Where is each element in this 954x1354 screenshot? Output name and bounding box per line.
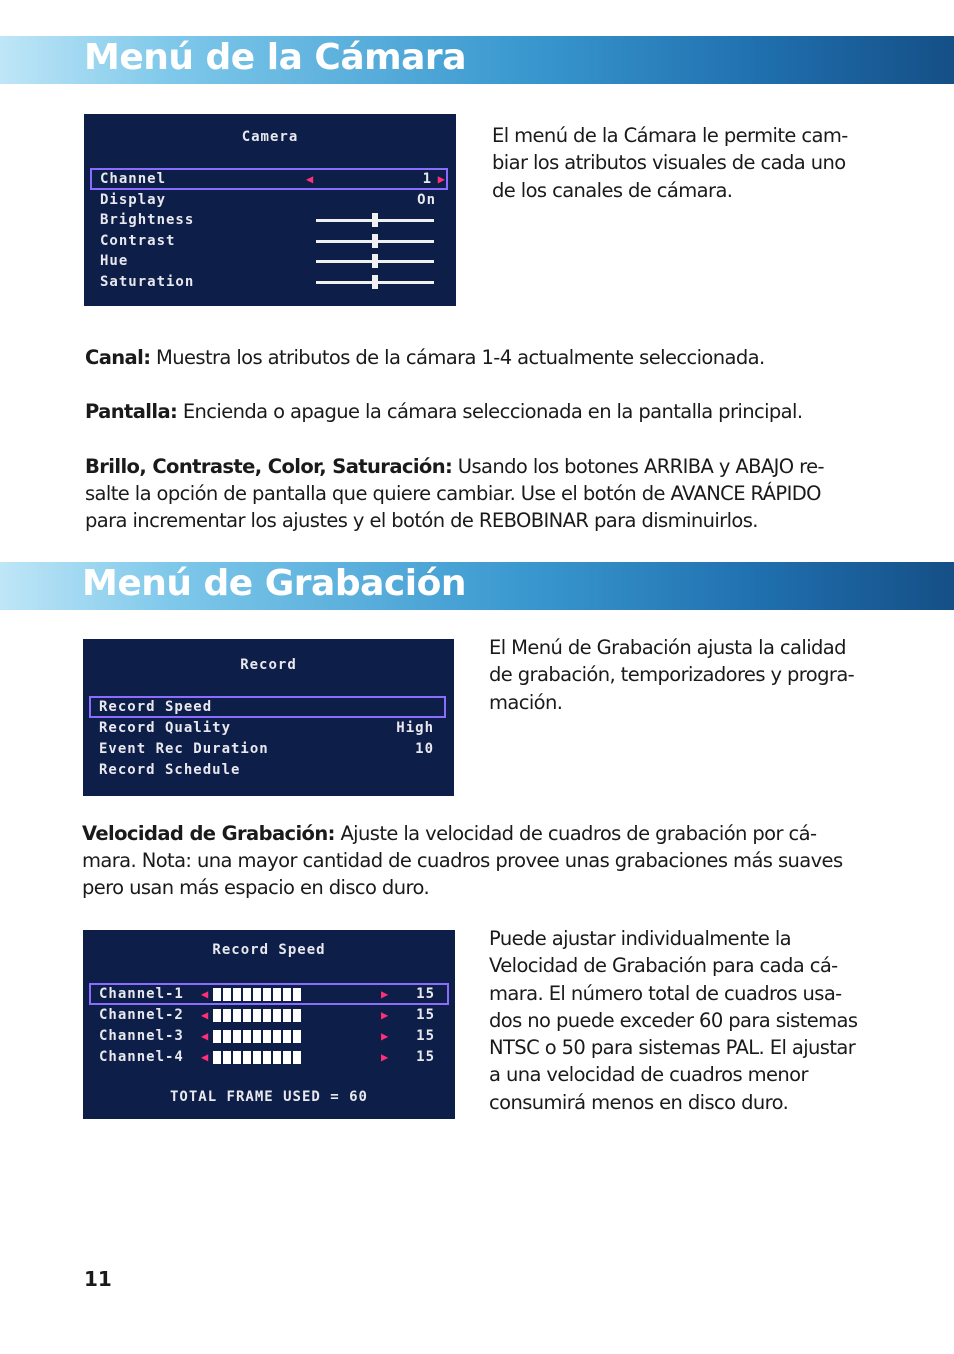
total-frame-used: TOTAL FRAME USED = 60 — [169, 1089, 368, 1105]
channel-speed-value: 15 — [416, 1028, 435, 1044]
text-line: mación. — [489, 690, 563, 714]
text-line: consumirá menos en disco duro. — [489, 1090, 789, 1114]
camera-osd-label: Saturation — [100, 274, 195, 290]
camera-section-banner — [0, 36, 954, 84]
speed-level-bar — [213, 1051, 301, 1064]
definition: Usando los botones ARRIBA y ABAJO re- — [452, 455, 824, 478]
text-line: NTSC o 50 para sistemas PAL. El ajustar — [489, 1036, 856, 1060]
channel-label: Channel-1 — [99, 986, 184, 1002]
velocidad-paragraph — [82, 820, 942, 901]
right-arrow-icon: ▶ — [381, 1050, 390, 1064]
text-line: a una velocidad de cuadros menor — [489, 1063, 808, 1087]
camera-osd-value: 1 — [422, 171, 432, 187]
text-line: de los canales de cámara. — [492, 178, 733, 202]
record-section-banner — [0, 562, 954, 610]
text-line — [85, 398, 945, 425]
text-line — [85, 344, 945, 371]
record-osd-row — [83, 697, 454, 717]
camera-osd-label: Channel — [100, 171, 167, 187]
record-osd-label: Record Quality — [99, 720, 232, 736]
speed-level-bar — [213, 1030, 301, 1043]
record-speed-description — [489, 925, 919, 1116]
text-line: dos no puede exceder 60 para sistemas — [489, 1008, 858, 1032]
term: Velocidad de Grabación: — [82, 822, 335, 845]
term: Canal: — [85, 346, 151, 369]
record-speed-osd-screenshot — [83, 930, 455, 1119]
text-line: pero usan más espacio en disco duro. — [82, 876, 430, 899]
left-arrow-icon: ◀ — [201, 987, 210, 1001]
record-osd-value: 10 — [415, 741, 434, 757]
text-line: Puede ajustar individualmente la — [489, 927, 792, 950]
right-arrow-icon: ▶ — [381, 1029, 390, 1043]
camera-osd-row-hue — [84, 251, 456, 271]
record-section-heading: Menú de Grabación — [82, 563, 466, 604]
text-line: mara. Nota: una mayor cantidad de cuadros provee unas grabaciones más suaves — [82, 849, 843, 872]
record-osd-screenshot — [83, 639, 454, 796]
record-osd-row — [83, 739, 454, 759]
record-osd-row — [83, 718, 454, 738]
canal-paragraph — [85, 344, 945, 371]
text-line: biar los atributos visuales de cada uno — [492, 151, 846, 175]
channel-speed-row — [83, 984, 455, 1004]
record-osd-title: Record — [240, 657, 297, 673]
slider-knob — [372, 275, 378, 289]
record-osd-row — [83, 760, 454, 780]
camera-osd-row-contrast — [84, 231, 456, 251]
camera-description — [492, 122, 912, 204]
text-line: salte la opción de pantalla que quiere cambiar. Use el botón de AVANCE RÁPIDO — [85, 482, 821, 505]
speed-level-bar — [213, 1009, 301, 1022]
camera-osd-label: Brightness — [100, 212, 195, 228]
right-arrow-icon: ▶ — [381, 1008, 390, 1022]
hue-slider — [316, 260, 434, 263]
channel-label: Channel-3 — [99, 1028, 184, 1044]
camera-osd-row-channel — [84, 169, 456, 189]
channel-label: Channel-2 — [99, 1007, 184, 1023]
brillo-paragraph — [85, 453, 945, 534]
camera-osd-label: Contrast — [100, 233, 176, 249]
saturation-slider — [316, 281, 434, 284]
slider-knob — [372, 213, 378, 227]
channel-speed-value: 15 — [416, 986, 435, 1002]
text-line: El menú de la Cámara le permite cam- — [492, 124, 848, 147]
pantalla-paragraph — [85, 398, 945, 425]
left-arrow-icon: ◀ — [306, 172, 315, 186]
camera-osd-row-display — [84, 190, 456, 210]
left-arrow-icon: ◀ — [201, 1050, 210, 1064]
right-arrow-icon: ▶ — [381, 987, 390, 1001]
record-osd-label: Record Speed — [99, 699, 213, 715]
channel-label: Channel-4 — [99, 1049, 184, 1065]
camera-osd-label: Hue — [100, 253, 129, 269]
text-line: mara. El número total de cuadros usa- — [489, 981, 842, 1005]
text-line — [82, 820, 942, 847]
definition: Ajuste la velocidad de cuadros de grabación por cá- — [334, 822, 817, 845]
record-osd-value: High — [396, 720, 434, 736]
record-speed-osd-title: Record Speed — [212, 942, 326, 958]
left-arrow-icon: ◀ — [201, 1008, 210, 1022]
text-line: Velocidad de Grabación para cada cá- — [489, 954, 838, 978]
channel-speed-value: 15 — [416, 1007, 435, 1023]
camera-osd-value: On — [417, 192, 436, 208]
camera-osd-label: Display — [100, 192, 167, 208]
text-line: de grabación, temporizadores y progra- — [489, 663, 855, 687]
text-line — [85, 453, 945, 480]
channel-speed-value: 15 — [416, 1049, 435, 1065]
camera-osd-row-saturation — [84, 272, 456, 292]
channel-speed-row — [83, 1047, 455, 1067]
left-arrow-icon: ◀ — [201, 1029, 210, 1043]
text-line: para incrementar los ajustes y el botón de REBOBINAR para disminuirlos. — [85, 509, 758, 532]
slider-knob — [372, 234, 378, 248]
contrast-slider — [316, 240, 434, 243]
camera-osd-title: Camera — [241, 129, 299, 145]
channel-speed-row — [83, 1026, 455, 1046]
right-arrow-icon: ▶ — [437, 172, 446, 186]
term: Brillo, Contraste, Color, Saturación: — [85, 455, 453, 478]
record-description — [489, 634, 909, 716]
term: Pantalla: — [85, 400, 178, 423]
speed-level-bar — [213, 988, 301, 1001]
camera-osd-screenshot — [84, 114, 456, 306]
channel-speed-row — [83, 1005, 455, 1025]
definition: Encienda o apague la cámara seleccionada en la pantalla principal. — [177, 400, 803, 423]
record-osd-label: Event Rec Duration — [99, 741, 269, 757]
text-line: El Menú de Grabación ajusta la calidad — [489, 636, 846, 659]
definition: Muestra los atributos de la cámara 1-4 actualmente seleccionada. — [150, 346, 765, 369]
brightness-slider — [316, 219, 434, 222]
page-number: 11 — [84, 1267, 112, 1291]
camera-section-heading: Menú de la Cámara — [84, 37, 466, 78]
record-osd-label: Record Schedule — [99, 762, 241, 778]
slider-knob — [372, 254, 378, 268]
camera-osd-row-brightness — [84, 210, 456, 230]
